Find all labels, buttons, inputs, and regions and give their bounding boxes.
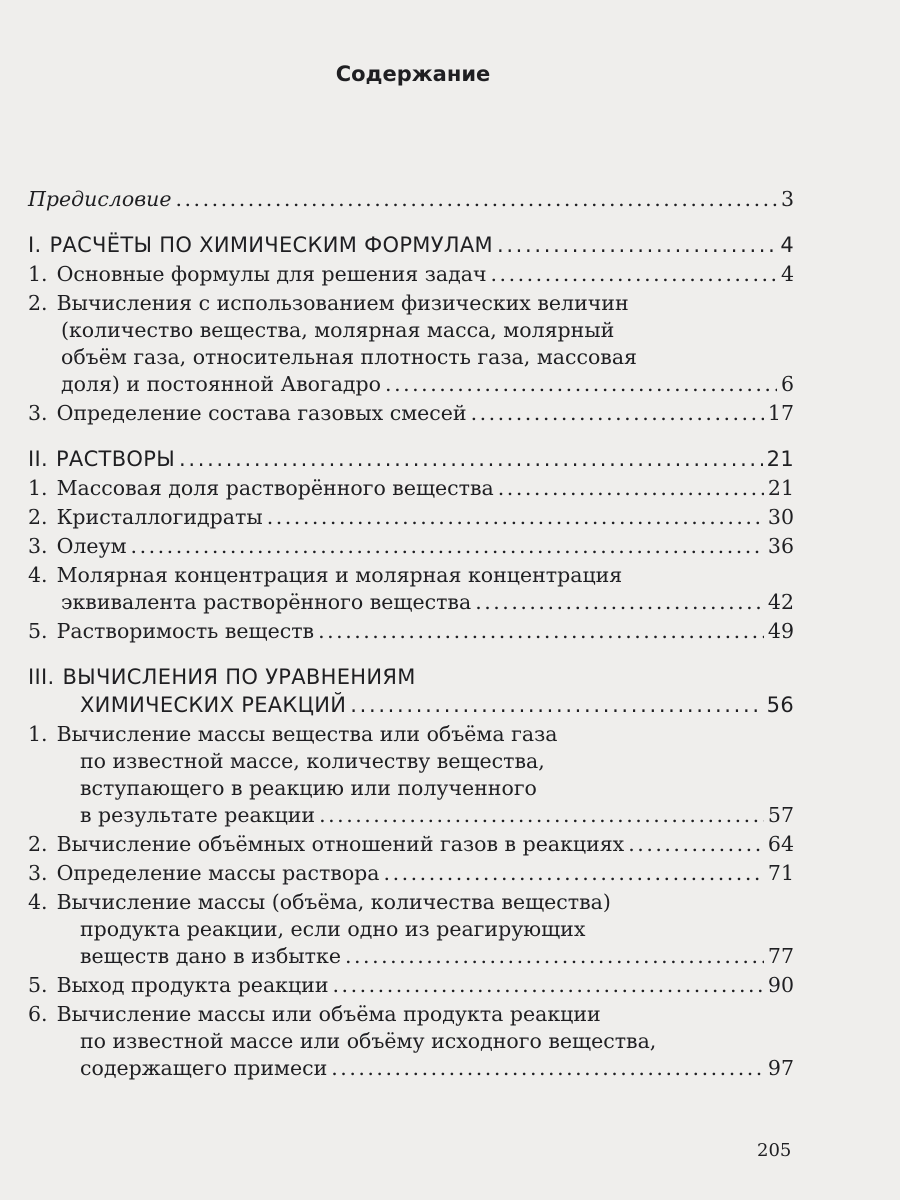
- toc-section-line: [28, 691, 794, 719]
- toc-item-title: по известной массе или объёму исходного вещества,: [80, 1029, 657, 1053]
- toc-section: [28, 231, 794, 259]
- toc-section: [28, 445, 794, 473]
- toc-item: [28, 889, 794, 970]
- toc-item-title: Кристаллогидраты: [56, 505, 263, 529]
- toc-page-number: 56: [766, 693, 794, 717]
- toc-item-title: Вычисление объёмных отношений газов в реакциях: [56, 832, 625, 856]
- toc-item-line: [28, 290, 794, 317]
- toc-page-number: 49: [767, 619, 794, 643]
- toc-page-number: 97: [767, 1056, 794, 1080]
- toc-section: [28, 663, 794, 719]
- toc-page-number: 6: [780, 372, 794, 396]
- leader-dots: [497, 231, 776, 259]
- toc-section-title: ХИМИЧЕСКИХ РЕАКЦИЙ: [80, 693, 347, 717]
- leader-dots: [331, 1055, 764, 1082]
- toc-item-title: (количество вещества, молярная масса, молярный: [61, 318, 615, 342]
- toc-page-number: 64: [767, 832, 794, 856]
- toc-item: [28, 261, 794, 288]
- toc-item: [28, 721, 794, 829]
- toc-page-number: 4: [780, 233, 794, 257]
- toc-item-title: Выход продукта реакции: [56, 973, 329, 997]
- toc-item-number: 6.: [28, 1002, 48, 1026]
- toc-item-number: 1.: [28, 262, 48, 286]
- toc-item-line: [28, 916, 794, 943]
- toc-item-title: Определение массы раствора: [56, 861, 380, 885]
- toc-item-number: 3.: [28, 401, 48, 425]
- toc-item-title: эквивалента растворённого вещества: [61, 590, 472, 614]
- toc-item-number: 2.: [28, 505, 48, 529]
- toc-item-line: [28, 943, 794, 970]
- toc-item-line: [28, 344, 794, 371]
- toc-page-number: 71: [767, 861, 794, 885]
- toc-page-number: 57: [767, 803, 794, 827]
- toc-item: [28, 831, 794, 858]
- toc-item-title: Массовая доля растворённого вещества: [56, 476, 494, 500]
- toc-item-line: [28, 889, 794, 916]
- toc-item-title: Молярная концентрация и молярная концентрация: [56, 563, 623, 587]
- toc-section-title: ВЫЧИСЛЕНИЯ ПО УРАВНЕНИЯМ: [62, 665, 416, 689]
- toc-item-line: [28, 1001, 794, 1028]
- toc-item-title: Основные формулы для решения задач: [56, 262, 487, 286]
- toc-item-line: [28, 860, 794, 887]
- toc-item: [28, 972, 794, 999]
- leader-dots: [471, 400, 764, 427]
- toc-item-line: [28, 618, 794, 645]
- toc-item-number: 2.: [28, 832, 48, 856]
- toc-item-line: [28, 802, 794, 829]
- toc-section-line: [28, 231, 794, 259]
- leader-dots: [475, 589, 764, 616]
- toc-item-title: Определение состава газовых смесей: [56, 401, 467, 425]
- leader-dots: [131, 533, 764, 560]
- toc-item-title: по известной массе, количеству вещества,: [80, 749, 545, 773]
- toc-item: [28, 618, 794, 645]
- toc-page-number: 77: [767, 944, 794, 968]
- toc-section-number: I.: [28, 233, 42, 257]
- toc-item-line: [28, 589, 794, 616]
- leader-dots: [333, 972, 764, 999]
- toc-item-number: 5.: [28, 973, 48, 997]
- toc-item-line: [28, 504, 794, 531]
- toc-page-number: 36: [767, 534, 794, 558]
- toc-item-number: 3.: [28, 534, 48, 558]
- toc-item: [28, 475, 794, 502]
- leader-dots: [384, 860, 764, 887]
- toc-item-line: [28, 317, 794, 344]
- toc-page-number: 30: [767, 505, 794, 529]
- toc-item-line: [28, 748, 794, 775]
- toc-section-line: [28, 445, 794, 473]
- toc-entry-preface: [28, 186, 794, 213]
- toc-item-title: в результате реакции: [80, 803, 316, 827]
- toc-item-line: [28, 400, 794, 427]
- toc-item: [28, 860, 794, 887]
- toc-item-number: 4.: [28, 890, 48, 914]
- toc-item-number: 4.: [28, 563, 48, 587]
- toc-item-line: [28, 721, 794, 748]
- toc-item-number: 1.: [28, 722, 48, 746]
- leader-dots: [318, 618, 764, 645]
- toc-item-title: содержащего примеси: [80, 1056, 328, 1080]
- toc-item-line: [28, 775, 794, 802]
- toc-section-title: РАСТВОРЫ: [55, 447, 176, 471]
- toc-item-title: объём газа, относительная плотность газа, массовая: [61, 345, 637, 369]
- toc-item-title: Вычисление массы или объёма продукта реакции: [56, 1002, 601, 1026]
- leader-dots: [350, 691, 762, 719]
- toc-item-number: 1.: [28, 476, 48, 500]
- toc-page-number: 42: [767, 590, 794, 614]
- leader-dots: [628, 831, 764, 858]
- toc-item-title: продукта реакции, если одно из реагирующих: [80, 917, 586, 941]
- toc-section-line: [28, 663, 794, 691]
- toc-item-title: Вычисления с использованием физических величин: [56, 291, 629, 315]
- leader-dots: [267, 504, 764, 531]
- table-of-contents: [28, 186, 794, 1082]
- toc-item-line: [28, 533, 794, 560]
- toc-entry-label: Предисловие: [28, 187, 172, 211]
- toc-item-line: [28, 831, 794, 858]
- toc-page-number: 90: [767, 973, 794, 997]
- toc-item-line: [28, 1055, 794, 1082]
- leader-dots: [345, 943, 764, 970]
- leader-dots: [175, 186, 776, 213]
- toc-item-line: [28, 562, 794, 589]
- toc-page-number: 21: [767, 476, 794, 500]
- toc-item-number: 2.: [28, 291, 48, 315]
- toc-section-number: III.: [28, 665, 55, 689]
- toc-page-number: 21: [766, 447, 794, 471]
- toc-page-number: 4: [780, 262, 794, 286]
- toc-sections: [28, 231, 794, 1082]
- toc-section-number: II.: [28, 447, 48, 471]
- toc-item-number: 5.: [28, 619, 48, 643]
- toc-item: [28, 1001, 794, 1082]
- toc-item-title: Вычисление массы вещества или объёма газа: [56, 722, 558, 746]
- toc-item-line: [28, 371, 794, 398]
- toc-item: [28, 562, 794, 616]
- toc-item: [28, 504, 794, 531]
- leader-dots: [319, 802, 764, 829]
- leader-dots: [491, 261, 777, 288]
- toc-item-line: [28, 1028, 794, 1055]
- leader-dots: [498, 475, 764, 502]
- toc-item-line: [28, 261, 794, 288]
- toc-item: [28, 400, 794, 427]
- toc-page-number: 3: [780, 187, 794, 211]
- toc-page-number: 17: [767, 401, 794, 425]
- toc-item-line: [28, 972, 794, 999]
- leader-dots: [385, 371, 777, 398]
- toc-item-title: веществ дано в избытке: [80, 944, 341, 968]
- leader-dots: [179, 445, 763, 473]
- toc-item-title: Олеум: [56, 534, 127, 558]
- page-title: Содержание: [335, 62, 491, 86]
- toc-item-line: [28, 475, 794, 502]
- toc-item-number: 3.: [28, 861, 48, 885]
- toc-item-title: Растворимость веществ: [56, 619, 315, 643]
- toc-item-title: вступающего в реакцию или полученного: [80, 776, 537, 800]
- page-number: 205: [757, 1140, 792, 1161]
- toc-item: [28, 290, 794, 398]
- toc-item-title: Вычисление массы (объёма, количества вещества): [56, 890, 611, 914]
- toc-section-title: РАСЧЁТЫ ПО ХИМИЧЕСКИМ ФОРМУЛАМ: [49, 233, 493, 257]
- toc-item: [28, 533, 794, 560]
- toc-item-title: доля) и постоянной Авогадро: [61, 372, 382, 396]
